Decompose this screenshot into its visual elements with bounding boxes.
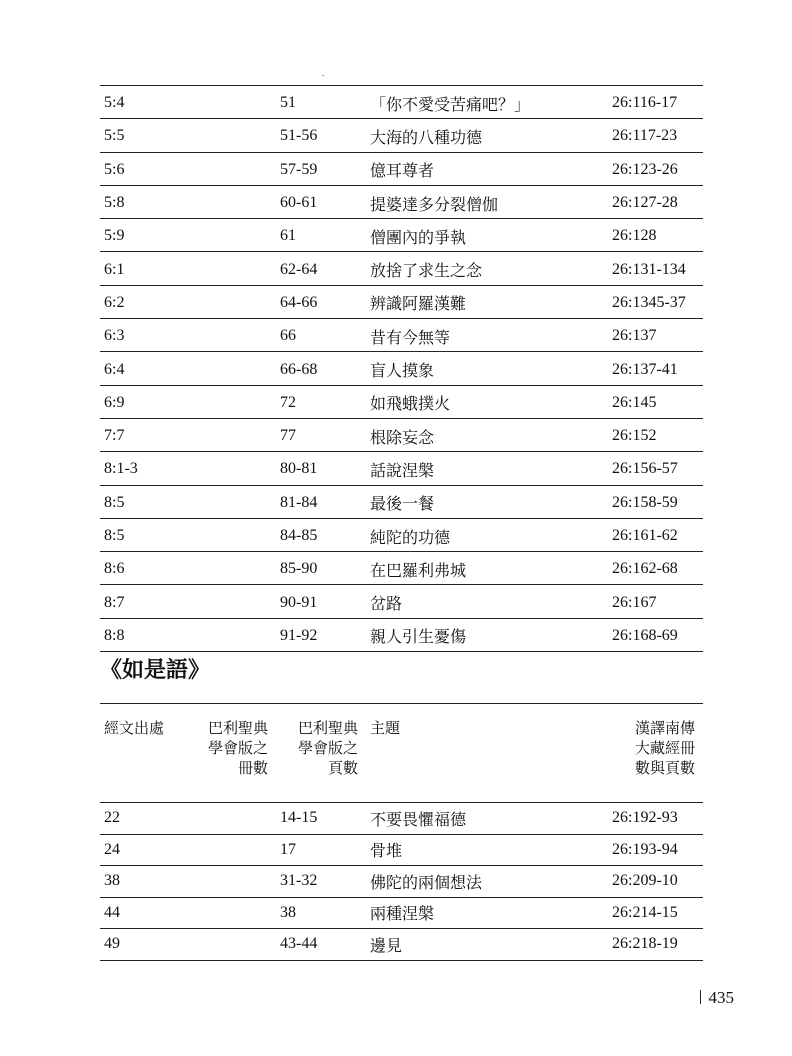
cell-pts-page: 61 <box>276 219 366 252</box>
cell-source: 22 <box>100 803 188 835</box>
cell-chinese-canon: 26:137 <box>608 319 703 352</box>
cell-topic: 辨識阿羅漢難 <box>366 285 608 318</box>
cell-chinese-canon: 26:167 <box>608 585 703 618</box>
table-row <box>100 618 703 651</box>
cell-chinese-canon: 26:168-69 <box>608 618 703 651</box>
cell-chinese-canon: 26:214-15 <box>608 897 703 929</box>
header-line: 頁數 <box>327 759 358 777</box>
header-line: 大藏經冊 <box>634 739 695 757</box>
section-title: 《如是語》 <box>100 658 211 683</box>
cell-chinese-canon: 26:218-19 <box>608 929 703 961</box>
page-number-rule <box>700 990 701 1004</box>
cell-pts-page: 64-66 <box>276 285 366 318</box>
cell-pts-page: 31-32 <box>276 866 366 898</box>
header-source: 經文出處 <box>100 704 188 803</box>
header-line: 學會版之 <box>297 739 358 757</box>
stray-mark <box>322 75 324 76</box>
cell-topic: 不要畏懼福德 <box>366 803 608 835</box>
cell-source: 5:5 <box>100 119 276 152</box>
cell-topic: 骨堆 <box>366 834 608 866</box>
cell-source: 5:4 <box>100 86 276 119</box>
cell-source: 8:6 <box>100 552 276 585</box>
cell-topic: 僧團內的爭執 <box>366 219 608 252</box>
cell-source: 5:9 <box>100 219 276 252</box>
table-row <box>100 352 703 385</box>
page-number-value: 435 <box>708 988 734 1007</box>
table-row <box>100 552 703 585</box>
table-body <box>100 86 703 652</box>
header-line: 學會版之 <box>207 739 268 757</box>
cell-pts-page: 90-91 <box>276 585 366 618</box>
cell-source: 49 <box>100 929 188 961</box>
cell-topic: 純陀的功德 <box>366 518 608 551</box>
cell-topic: 邊見 <box>366 929 608 961</box>
cell-pts-page: 60-61 <box>276 185 366 218</box>
cell-pts-volume <box>188 929 276 961</box>
cell-chinese-canon: 26:123-26 <box>608 152 703 185</box>
cell-pts-page: 51 <box>276 86 366 119</box>
cell-chinese-canon: 26:156-57 <box>608 452 703 485</box>
cell-chinese-canon: 26:137-41 <box>608 352 703 385</box>
cell-chinese-canon: 26:161-62 <box>608 518 703 551</box>
cell-pts-page: 57-59 <box>276 152 366 185</box>
cell-chinese-canon: 26:158-59 <box>608 485 703 518</box>
cell-topic: 佛陀的兩個想法 <box>366 866 608 898</box>
cell-pts-page: 66 <box>276 319 366 352</box>
cell-source: 5:8 <box>100 185 276 218</box>
table-row <box>100 866 703 898</box>
table-row <box>100 152 703 185</box>
sutta-reference-table-1 <box>100 85 703 652</box>
header-line: 巴利聖典 <box>297 719 358 737</box>
header-pts-page <box>276 704 366 803</box>
cell-source: 44 <box>100 897 188 929</box>
itivuttaka-reference-table <box>100 703 703 961</box>
cell-source: 6:9 <box>100 385 276 418</box>
cell-pts-page: 14-15 <box>276 803 366 835</box>
cell-chinese-canon: 26:1345-37 <box>608 285 703 318</box>
cell-source: 6:2 <box>100 285 276 318</box>
cell-pts-volume <box>188 897 276 929</box>
cell-source: 5:6 <box>100 152 276 185</box>
cell-chinese-canon: 26:209-10 <box>608 866 703 898</box>
cell-chinese-canon: 26:152 <box>608 418 703 451</box>
cell-pts-page: 85-90 <box>276 552 366 585</box>
cell-chinese-canon: 26:145 <box>608 385 703 418</box>
cell-source: 8:8 <box>100 618 276 651</box>
cell-source: 8:5 <box>100 485 276 518</box>
table-row <box>100 452 703 485</box>
cell-topic: 兩種涅槃 <box>366 897 608 929</box>
table-row <box>100 518 703 551</box>
table-row <box>100 285 703 318</box>
cell-pts-volume <box>188 866 276 898</box>
cell-topic: 親人引生憂傷 <box>366 618 608 651</box>
cell-topic: 昔有今無等 <box>366 319 608 352</box>
cell-source: 8:7 <box>100 585 276 618</box>
cell-topic: 如飛蛾撲火 <box>366 385 608 418</box>
cell-topic: 岔路 <box>366 585 608 618</box>
table-row <box>100 418 703 451</box>
cell-topic: 大海的八種功德 <box>366 119 608 152</box>
cell-topic: 在巴羅利弗城 <box>366 552 608 585</box>
cell-pts-page: 72 <box>276 385 366 418</box>
cell-pts-page: 38 <box>276 897 366 929</box>
cell-topic: 放捨了求生之念 <box>366 252 608 285</box>
cell-source: 24 <box>100 834 188 866</box>
cell-chinese-canon: 26:117-23 <box>608 119 703 152</box>
header-line: 冊數 <box>237 759 268 777</box>
cell-chinese-canon: 26:192-93 <box>608 803 703 835</box>
table-row <box>100 585 703 618</box>
cell-chinese-canon: 26:131-134 <box>608 252 703 285</box>
cell-source: 8:1-3 <box>100 452 276 485</box>
table-row <box>100 803 703 835</box>
table-row <box>100 119 703 152</box>
header-line: 巴利聖典 <box>207 719 268 737</box>
table-row <box>100 219 703 252</box>
cell-pts-page: 80-81 <box>276 452 366 485</box>
header-topic: 主題 <box>366 704 608 803</box>
cell-topic: 盲人摸象 <box>366 352 608 385</box>
table-body <box>100 803 703 961</box>
cell-pts-volume <box>188 834 276 866</box>
table-row <box>100 185 703 218</box>
table-row <box>100 86 703 119</box>
cell-source: 38 <box>100 866 188 898</box>
cell-topic: 最後一餐 <box>366 485 608 518</box>
cell-source: 8:5 <box>100 518 276 551</box>
cell-chinese-canon: 26:162-68 <box>608 552 703 585</box>
cell-topic: 根除妄念 <box>366 418 608 451</box>
table-row <box>100 319 703 352</box>
cell-chinese-canon: 26:116-17 <box>608 86 703 119</box>
cell-source: 6:4 <box>100 352 276 385</box>
cell-pts-page: 81-84 <box>276 485 366 518</box>
cell-chinese-canon: 26:193-94 <box>608 834 703 866</box>
cell-chinese-canon: 26:128 <box>608 219 703 252</box>
cell-pts-page: 43-44 <box>276 929 366 961</box>
table-row <box>100 385 703 418</box>
table-header-row <box>100 704 703 803</box>
cell-source: 6:1 <box>100 252 276 285</box>
header-line: 數與頁數 <box>634 759 695 777</box>
header-pts-volume <box>188 704 276 803</box>
table-row <box>100 252 703 285</box>
cell-source: 7:7 <box>100 418 276 451</box>
header-chinese-canon <box>608 704 703 803</box>
cell-source: 6:3 <box>100 319 276 352</box>
cell-topic: 「你不愛受苦痛吧？」 <box>366 86 608 119</box>
cell-pts-page: 84-85 <box>276 518 366 551</box>
table-row <box>100 834 703 866</box>
page-number <box>700 988 735 1008</box>
cell-chinese-canon: 26:127-28 <box>608 185 703 218</box>
cell-pts-page: 91-92 <box>276 618 366 651</box>
table-row <box>100 485 703 518</box>
table-row <box>100 897 703 929</box>
header-line: 漢譯南傳 <box>634 719 695 737</box>
cell-pts-page: 51-56 <box>276 119 366 152</box>
cell-topic: 話說涅槃 <box>366 452 608 485</box>
cell-pts-page: 17 <box>276 834 366 866</box>
cell-pts-page: 66-68 <box>276 352 366 385</box>
table-row <box>100 929 703 961</box>
cell-pts-page: 62-64 <box>276 252 366 285</box>
cell-pts-page: 77 <box>276 418 366 451</box>
cell-pts-volume <box>188 803 276 835</box>
cell-topic: 億耳尊者 <box>366 152 608 185</box>
cell-topic: 提婆達多分裂僧伽 <box>366 185 608 218</box>
